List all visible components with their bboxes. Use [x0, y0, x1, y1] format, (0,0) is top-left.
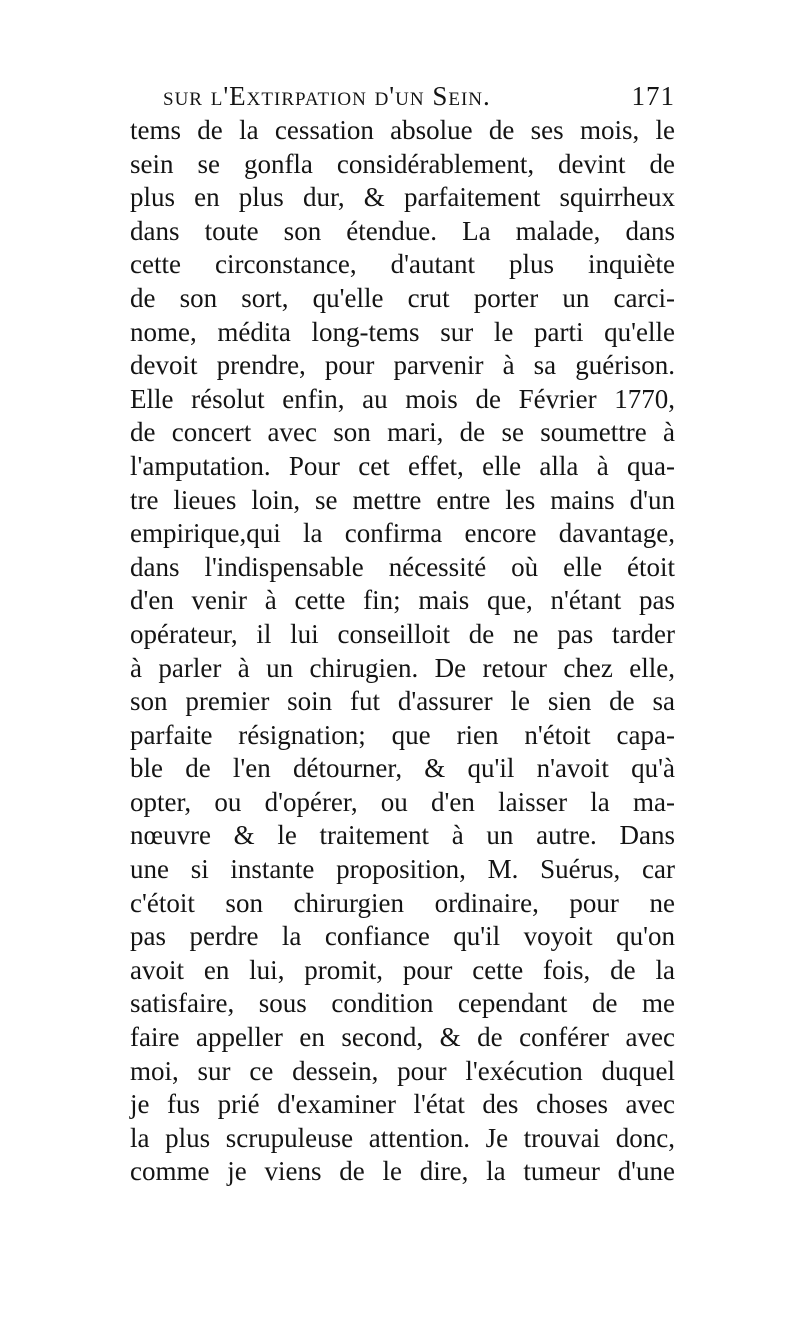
running-head: [163, 76, 683, 116]
text-line: tre lieues loin, se mettre entre les mains d'un: [130, 484, 675, 515]
text-line: ble de l'en détourner, & qu'il n'avoit qu'à: [130, 753, 675, 784]
text-line: dans l'indispensable nécessité où elle étoit: [130, 551, 675, 582]
text-line: son premier soin fut d'assurer le sien de sa: [130, 686, 675, 717]
text-line: à parler à un chirugien. De retour chez elle,: [130, 652, 675, 683]
page-number: 171: [631, 81, 675, 111]
text-line: pas perdre la confiance qu'il voyoit qu'on: [130, 921, 675, 952]
text-line: de son sort, qu'elle crut porter un carci-: [130, 282, 675, 313]
text-line: la plus scrupuleuse attention. Je trouvai donc,: [130, 1122, 675, 1153]
text-line: l'amputation. Pour cet effet, elle alla à qua-: [130, 450, 675, 481]
text-line: nœuvre & le traitement à un autre. Dans: [130, 820, 675, 851]
text-line: avoit en lui, promit, pour cette fois, de la: [130, 954, 675, 985]
text-line: une si instante proposition, M. Suérus, car: [130, 854, 675, 885]
text-line: moi, sur ce dessein, pour l'exécution duquel: [130, 1055, 675, 1086]
text-line: sein se gonfla considérablement, devint de: [130, 148, 675, 179]
text-line: de concert avec son mari, de se soumettre à: [130, 417, 675, 448]
text-line: opter, ou d'opérer, ou d'en laisser la ma-: [130, 786, 675, 817]
text-line: devoit prendre, pour parvenir à sa guérison.: [130, 350, 675, 381]
text-line: faire appeller en second, & de conférer avec: [130, 1022, 675, 1053]
text-line: opérateur, il lui conseilloit de ne pas tarder: [130, 618, 675, 649]
text-line: dans toute son étendue. La malade, dans: [130, 215, 675, 246]
text-line: Elle résolut enfin, au mois de Février 1770,: [130, 383, 675, 414]
body-text: [130, 114, 675, 1189]
text-line: je fus prié d'examiner l'état des choses avec: [130, 1089, 675, 1120]
text-line: plus en plus dur, & parfaitement squirrheux: [130, 182, 675, 213]
text-line: parfaite résignation; que rien n'étoit capa-: [130, 719, 675, 750]
text-line: nome, médita long-tems sur le parti qu'elle: [130, 316, 675, 347]
running-head-title: sur l'Extirpation d'un Sein.: [163, 81, 491, 111]
text-line: cette circonstance, d'autant plus inquiète: [130, 249, 675, 280]
text-line: comme je viens de le dire, la tumeur d'une: [130, 1156, 675, 1187]
text-line: c'étoit son chirurgien ordinaire, pour ne: [130, 887, 675, 918]
text-line: satisfaire, sous condition cependant de me: [130, 988, 675, 1019]
text-line: empirique,qui la confirma encore davantage,: [130, 518, 675, 549]
text-line: d'en venir à cette fin; mais que, n'étant pas: [130, 585, 675, 616]
text-line: tems de la cessation absolue de ses mois, le: [130, 115, 675, 145]
